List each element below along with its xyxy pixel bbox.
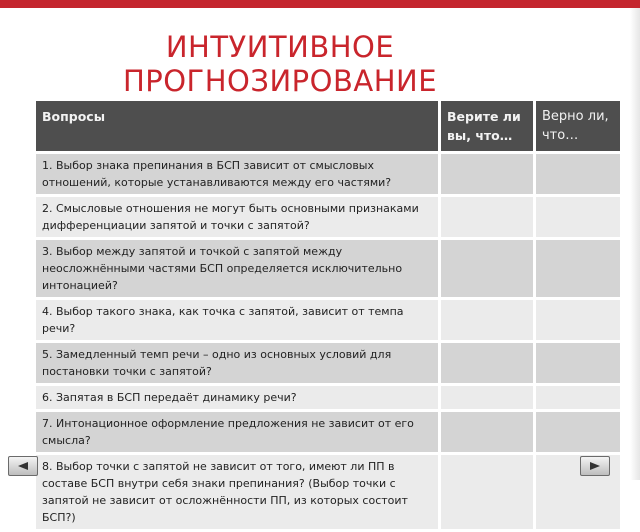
slide-title-line-1: ИНТУИТИВНОЕ [165,30,395,64]
table-row [36,197,620,237]
question-cell: 2. Смысловые отношения не могут быть основными признаками дифференциации запятой и точки с запятой? [36,197,438,237]
right-edge-shade [630,8,640,480]
question-cell: 4. Выбор такого знака, как точка с запятой, зависит от темпа речи? [36,300,438,340]
question-cell: 3. Выбор между запятой и точкой с запятой между неосложнёнными частями БСП определяется исключительно интонацией? [36,240,438,297]
correct-answer-cell[interactable] [536,300,620,340]
table-header-row [36,101,620,151]
correct-answer-cell[interactable] [536,412,620,452]
believe-answer-cell[interactable] [441,343,533,383]
correct-answer-cell[interactable] [536,343,620,383]
questions-table [33,98,623,532]
believe-answer-cell[interactable] [441,386,533,409]
next-slide-button[interactable] [580,456,610,476]
question-cell: 7. Интонационное оформление предложения не зависит от его смысла? [36,412,438,452]
table-row [36,343,620,383]
top-accent-bar [0,0,640,8]
believe-answer-cell[interactable] [441,240,533,297]
triangle-right-icon [588,461,602,471]
believe-answer-cell[interactable] [441,412,533,452]
question-cell: 8. Выбор точки с запятой не зависит от того, имеют ли ПП в составе БСП внутри себя знаки препинания? (Выбор точки с запятой не зависит от осложнённости ПП, из которых состоит БСП?) [36,455,438,529]
table-row [36,455,620,529]
table-row [36,154,620,194]
table-row [36,240,620,297]
believe-answer-cell[interactable] [441,455,533,529]
question-cell: 5. Замедленный темп речи – одно из основных условий для постановки точки с запятой? [36,343,438,383]
question-cell: 1. Выбор знака препинания в БСП зависит от смысловых отношений, которые устанавливаются между его частями? [36,154,438,194]
correct-answer-cell[interactable] [536,197,620,237]
header-correct: Верно ли, что… [536,101,620,151]
header-believe: Верите ли вы, что… [441,101,533,151]
table-row [36,300,620,340]
question-cell: 6. Запятая в БСП передаёт динамику речи? [36,386,438,409]
table-row [36,386,620,409]
believe-answer-cell[interactable] [441,300,533,340]
header-questions: Вопросы [36,101,438,151]
previous-slide-button[interactable] [8,456,38,476]
believe-answer-cell[interactable] [441,197,533,237]
believe-answer-cell[interactable] [441,154,533,194]
correct-answer-cell[interactable] [536,154,620,194]
slide-title-line-2: ПРОГНОЗИРОВАНИЕ [122,64,438,98]
slide-title [70,30,490,98]
table-row [36,412,620,452]
triangle-left-icon [16,461,30,471]
correct-answer-cell[interactable] [536,240,620,297]
correct-answer-cell[interactable] [536,386,620,409]
